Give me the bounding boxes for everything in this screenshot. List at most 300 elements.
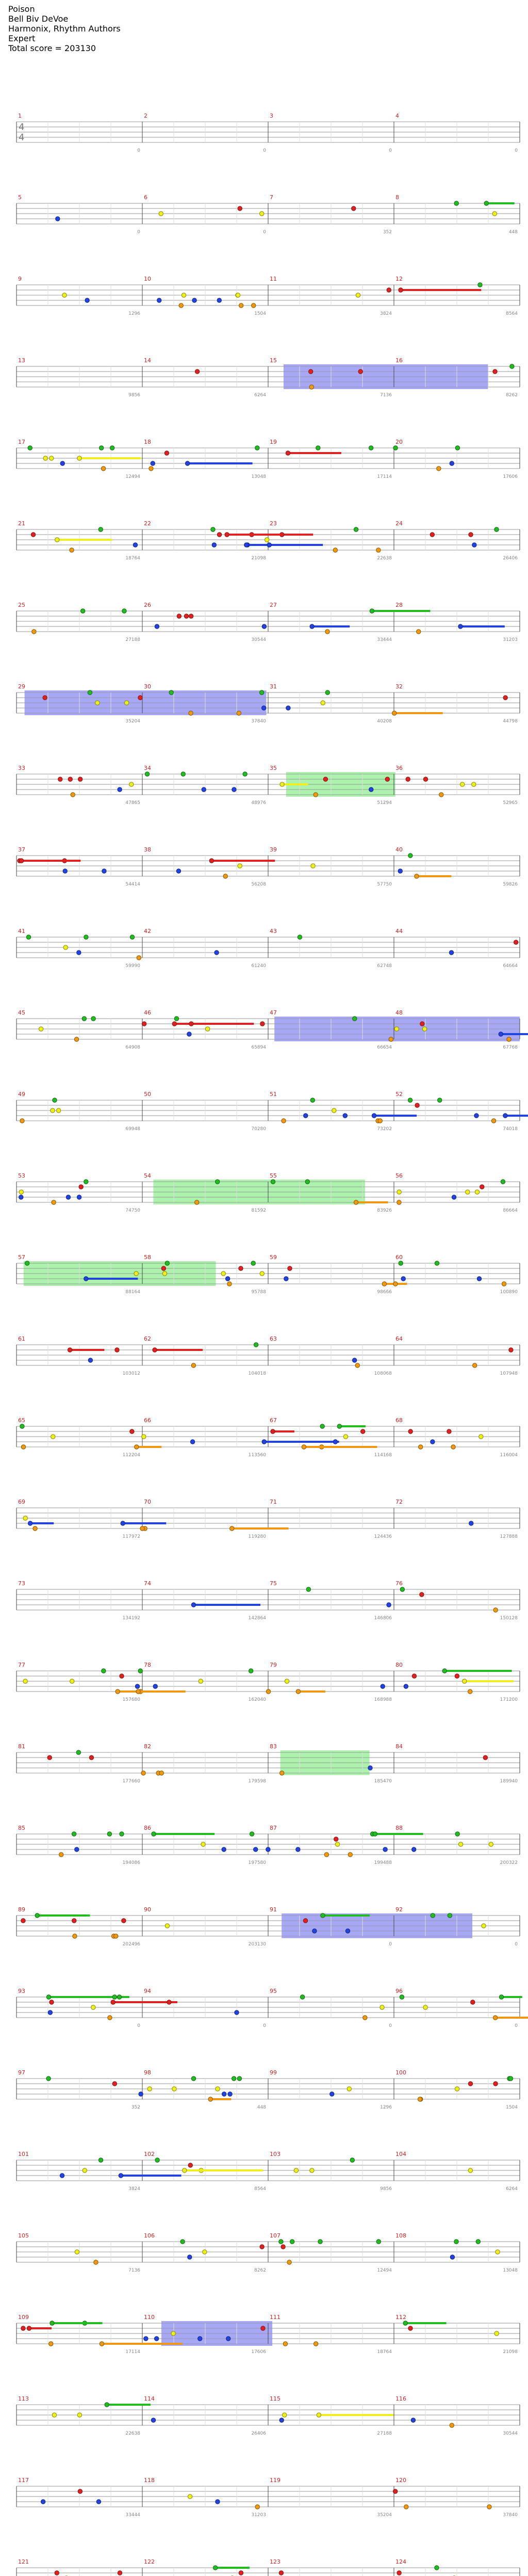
note <box>404 1684 408 1688</box>
measure-score: 12494 <box>377 2268 392 2273</box>
note <box>408 854 412 858</box>
note <box>26 935 30 939</box>
measure-score: 189940 <box>500 1779 518 1784</box>
note <box>74 1037 78 1041</box>
sustain-tail <box>155 1349 203 1351</box>
note <box>238 864 242 868</box>
measure-score: 8564 <box>506 311 518 316</box>
sustain-tail <box>227 534 283 536</box>
note <box>31 533 35 537</box>
note <box>98 527 103 532</box>
measure-number: 108 <box>395 2232 406 2239</box>
note <box>288 1266 292 1270</box>
measure-score: 7136 <box>128 2268 140 2273</box>
note <box>39 1027 43 1031</box>
measure-number: 119 <box>270 2477 280 2484</box>
note <box>290 2240 294 2244</box>
note <box>281 2245 285 2249</box>
note <box>214 951 219 955</box>
measure-score: 88164 <box>125 1290 140 1295</box>
note <box>373 1832 377 1836</box>
measure-number: 42 <box>144 928 151 935</box>
measure-number: 88 <box>395 1825 403 1831</box>
note <box>494 527 499 532</box>
time-signature-bottom: 4 <box>19 132 25 143</box>
measure-number: 116 <box>395 2395 406 2402</box>
measure-number: 14 <box>144 357 151 364</box>
note <box>56 217 60 221</box>
note <box>419 1445 423 1449</box>
staff-row <box>16 1009 528 1050</box>
note <box>138 696 142 700</box>
note <box>420 1022 424 1026</box>
measure-number: 7 <box>270 194 273 201</box>
note <box>420 1592 424 1597</box>
sustain-tail <box>505 1115 528 1117</box>
measure-number: 36 <box>395 765 403 771</box>
note <box>239 2571 243 2575</box>
sustain-tail <box>282 783 308 785</box>
staff-row <box>16 602 520 642</box>
note <box>305 1180 309 1184</box>
measure-number: 38 <box>144 846 151 853</box>
measure-number: 50 <box>144 1091 151 1098</box>
staff-row <box>16 112 520 153</box>
note <box>21 1919 25 1923</box>
note <box>493 369 497 374</box>
note <box>80 609 85 613</box>
staff-row <box>16 2232 520 2273</box>
note <box>387 288 391 292</box>
measure-number: 16 <box>395 357 403 364</box>
note <box>478 283 482 287</box>
note <box>451 1445 455 1449</box>
note <box>135 1445 139 1449</box>
note <box>452 1195 456 1199</box>
measure-score: 27188 <box>377 2431 392 2436</box>
measure-score: 17606 <box>251 2349 266 2355</box>
sustain-tail <box>137 1446 162 1448</box>
note <box>394 1027 399 1031</box>
measure-score: 59990 <box>125 963 140 969</box>
note <box>260 1022 265 1026</box>
note <box>298 935 302 939</box>
note <box>190 1440 194 1444</box>
measure-score: 103012 <box>122 1371 140 1376</box>
measure-score: 203130 <box>248 1942 266 1947</box>
note <box>225 533 229 537</box>
measure-score: 8564 <box>254 2186 266 2192</box>
note <box>114 1934 118 1938</box>
measure-number: 120 <box>395 2477 406 2484</box>
note <box>71 793 75 797</box>
measure-score: 62748 <box>377 963 392 969</box>
measure-number: 34 <box>144 765 151 771</box>
note <box>60 461 64 465</box>
measure-score: 17114 <box>377 474 392 479</box>
note <box>284 1277 288 1281</box>
note <box>23 1679 27 1683</box>
note <box>447 1429 451 1434</box>
note <box>333 548 337 552</box>
measure-score: 59826 <box>503 882 518 887</box>
measure-score: 1296 <box>380 2105 392 2110</box>
note <box>358 369 362 374</box>
note <box>191 1363 195 1367</box>
sustain-tail <box>401 289 481 291</box>
note <box>472 782 476 786</box>
note <box>199 1679 203 1683</box>
note <box>215 1180 219 1184</box>
measure-number: 53 <box>18 1172 25 1179</box>
note <box>355 1363 359 1367</box>
note <box>217 298 221 302</box>
artist-name: Bell Biv DeVoe <box>8 14 69 24</box>
measure-number: 62 <box>144 1335 151 1342</box>
measure-score: 1504 <box>254 311 266 316</box>
note <box>450 2423 454 2427</box>
note <box>286 706 290 710</box>
staff-row <box>16 1662 520 1702</box>
measure-number: 71 <box>270 1499 277 1505</box>
measure-number: 1 <box>18 112 22 119</box>
note <box>408 2326 412 2330</box>
measure-score: 30544 <box>503 2431 518 2436</box>
sustain-tail <box>211 860 275 862</box>
measure-number: 121 <box>18 2558 29 2565</box>
sustain-tail <box>496 2017 528 2019</box>
measure-score: 0 <box>263 2023 266 2028</box>
measure-score: 142864 <box>248 1616 266 1621</box>
note <box>27 2326 31 2330</box>
staff-row <box>16 683 520 724</box>
note <box>397 2571 401 2575</box>
measure-score: 177660 <box>122 1779 140 1784</box>
note <box>265 538 269 542</box>
note <box>442 1669 447 1673</box>
note <box>208 2097 212 2101</box>
note <box>350 2158 354 2162</box>
measure-number: 51 <box>270 1091 277 1098</box>
note <box>314 793 318 797</box>
note <box>260 1271 264 1276</box>
note <box>152 1832 156 1836</box>
note <box>494 2331 499 2336</box>
note <box>356 293 360 297</box>
note <box>94 2260 98 2264</box>
measure-score: 18764 <box>377 2349 392 2355</box>
sustain-tail <box>188 462 253 464</box>
sustain-tail <box>323 1914 370 1917</box>
note <box>412 1674 416 1678</box>
measure-number: 54 <box>144 1172 151 1179</box>
note <box>66 1195 70 1199</box>
note <box>75 2250 79 2254</box>
note <box>400 1587 404 1591</box>
measure-number: 11 <box>270 276 277 282</box>
note <box>455 446 459 450</box>
note <box>466 1190 470 1194</box>
note <box>483 1756 487 1760</box>
note <box>330 2092 334 2096</box>
sustain-tail <box>374 1115 417 1117</box>
note <box>389 1037 393 1041</box>
note <box>211 527 215 532</box>
measure-number: 70 <box>144 1499 151 1505</box>
note <box>455 1832 459 1836</box>
sustain-tail <box>37 1914 90 1917</box>
measure-score: 57750 <box>377 882 392 887</box>
note <box>468 2168 472 2172</box>
note <box>376 2240 381 2244</box>
measure-score: 21098 <box>251 556 266 561</box>
measure-score: 113560 <box>248 1453 266 1458</box>
sustain-tail <box>29 2327 52 2329</box>
note <box>21 1445 25 1449</box>
measure-score: 35204 <box>125 719 140 724</box>
note <box>449 951 453 955</box>
measure-number: 31 <box>270 683 277 690</box>
note <box>507 1037 511 1041</box>
note <box>475 1190 479 1194</box>
note <box>482 1924 486 1928</box>
note <box>70 1679 74 1683</box>
note <box>397 1190 401 1194</box>
measure-number: 37 <box>18 846 25 853</box>
measure-number: 114 <box>144 2395 155 2402</box>
note <box>237 711 241 715</box>
note <box>121 1521 125 1525</box>
note <box>102 869 106 873</box>
note <box>91 1017 95 1021</box>
measure-score: 112204 <box>122 1453 140 1458</box>
note <box>417 630 421 634</box>
note <box>435 2566 439 2570</box>
note <box>317 2413 321 2417</box>
note <box>182 293 186 297</box>
note <box>138 1669 142 1673</box>
note <box>203 2250 207 2254</box>
measure-score: 98666 <box>377 1290 392 1295</box>
measure-number: 47 <box>270 1009 277 1016</box>
note <box>221 1271 225 1276</box>
measure-number: 73 <box>18 1580 25 1587</box>
note <box>422 1027 426 1031</box>
measure-score: 0 <box>389 148 392 153</box>
note <box>255 446 259 450</box>
measure-number: 112 <box>395 2314 406 2321</box>
measure-number: 33 <box>18 765 25 771</box>
staff-row <box>16 2395 520 2436</box>
note <box>294 2168 298 2172</box>
measure-number: 46 <box>144 1009 151 1016</box>
staff-row <box>16 439 520 479</box>
note <box>354 527 358 532</box>
note <box>155 624 159 629</box>
note <box>223 874 227 878</box>
measure-score: 202496 <box>122 1942 140 1947</box>
note <box>46 2076 51 2081</box>
note <box>130 935 134 939</box>
staff-row <box>16 1254 520 1295</box>
note <box>181 772 185 776</box>
measure-score: 64908 <box>125 1045 140 1050</box>
note <box>47 1756 52 1760</box>
measure-number: 93 <box>18 1988 25 1994</box>
note <box>347 2087 351 2091</box>
note <box>212 543 216 547</box>
note <box>343 1114 347 1118</box>
note <box>28 446 32 450</box>
sustain-tail <box>118 1691 186 1693</box>
measure-score: 199488 <box>374 1860 392 1865</box>
note <box>401 1277 405 1281</box>
note <box>455 1674 459 1678</box>
note <box>403 2321 407 2325</box>
sustain-tail <box>373 1833 423 1835</box>
measure-number: 9 <box>18 276 22 282</box>
note <box>493 1608 498 1612</box>
measure-number: 39 <box>270 846 277 853</box>
measure-score: 0 <box>137 230 140 235</box>
note <box>96 2500 101 2504</box>
measure-score: 12494 <box>125 474 140 479</box>
note <box>118 2571 122 2575</box>
measure-score: 0 <box>389 1942 392 1947</box>
measure-number: 117 <box>18 2477 29 2484</box>
note <box>122 609 126 613</box>
measure-score: 0 <box>263 148 266 153</box>
measure-number: 3 <box>270 112 273 119</box>
measure-number: 5 <box>18 194 22 201</box>
difficulty-label: Expert <box>8 34 36 43</box>
staff-row <box>16 765 520 806</box>
note <box>348 1853 352 1857</box>
note <box>368 1766 372 1770</box>
measure-score: 73202 <box>377 1126 392 1132</box>
note <box>250 1832 254 1836</box>
note <box>491 1119 496 1123</box>
note <box>108 2016 112 2020</box>
measure-number: 65 <box>18 1417 25 1424</box>
measure-score: 27188 <box>125 637 140 642</box>
note <box>285 1679 289 1683</box>
note <box>283 2342 287 2346</box>
measure-number: 104 <box>395 2151 406 2158</box>
measure-score: 150128 <box>500 1616 518 1621</box>
note <box>19 1195 23 1199</box>
note <box>201 1842 205 1846</box>
measure-number: 63 <box>270 1335 277 1342</box>
measure-score: 9856 <box>128 393 140 398</box>
measure-number: 45 <box>18 1009 25 1016</box>
note <box>235 2010 239 2015</box>
note <box>165 1261 169 1265</box>
note <box>111 2000 115 2004</box>
measure-number: 64 <box>395 1335 403 1342</box>
note <box>496 2250 500 2254</box>
note <box>430 533 434 537</box>
note <box>510 364 514 368</box>
measure-score: 119280 <box>248 1534 266 1539</box>
note <box>503 696 507 700</box>
note <box>438 1098 442 1102</box>
note <box>105 2403 109 2407</box>
note <box>62 293 67 297</box>
note <box>411 2418 415 2422</box>
measure-number: 26 <box>144 602 151 608</box>
note <box>84 1180 88 1184</box>
note <box>502 1282 506 1286</box>
staff-row <box>16 357 520 398</box>
note <box>376 548 381 552</box>
measure-score: 124436 <box>374 1534 392 1539</box>
note <box>261 2326 265 2330</box>
measure-number: 10 <box>144 276 151 282</box>
measure-score: 56208 <box>251 882 266 887</box>
note <box>189 614 193 618</box>
note <box>321 701 325 705</box>
note <box>296 1847 300 1852</box>
note <box>463 1679 467 1683</box>
measure-score: 157680 <box>122 1697 140 1702</box>
measure-score: 37840 <box>251 719 266 724</box>
measure-score: 0 <box>137 148 140 153</box>
note <box>448 1913 452 1918</box>
note <box>287 2260 291 2264</box>
note <box>311 864 315 868</box>
staff-row <box>16 1335 520 1376</box>
sustain-tail <box>298 1691 325 1693</box>
measure-score: 31203 <box>251 2513 266 2518</box>
measure-number: 94 <box>144 1988 151 1994</box>
note <box>266 1847 270 1852</box>
measure-score: 352 <box>383 230 392 235</box>
note <box>227 1282 232 1286</box>
measure-number: 49 <box>18 1091 25 1098</box>
note <box>91 2005 95 2009</box>
sustain-tail <box>123 1522 166 1524</box>
note <box>450 461 454 465</box>
note <box>399 1261 403 1265</box>
note <box>372 1114 376 1118</box>
note <box>110 446 114 450</box>
note <box>77 2413 81 2417</box>
note <box>52 2413 56 2417</box>
note <box>232 2076 236 2081</box>
measure-score: 26406 <box>503 556 518 561</box>
note <box>476 2240 480 2244</box>
measure-score: 171200 <box>500 1697 518 1702</box>
total-score: Total score = 203130 <box>8 43 96 53</box>
measure-score: 64664 <box>503 963 518 969</box>
note <box>41 2500 45 2504</box>
note <box>189 711 193 715</box>
note <box>489 1842 493 1846</box>
measure-score: 44798 <box>503 719 518 724</box>
note <box>303 1919 307 1923</box>
measure-number: 41 <box>18 928 25 935</box>
note <box>191 2076 195 2081</box>
note <box>469 533 473 537</box>
measure-number: 122 <box>144 2558 155 2565</box>
note <box>89 1756 93 1760</box>
note <box>19 1190 23 1194</box>
note <box>144 2337 148 2341</box>
measure-number: 2 <box>144 112 147 119</box>
measure-number: 74 <box>144 1580 151 1587</box>
measure-number: 99 <box>270 2069 277 2076</box>
